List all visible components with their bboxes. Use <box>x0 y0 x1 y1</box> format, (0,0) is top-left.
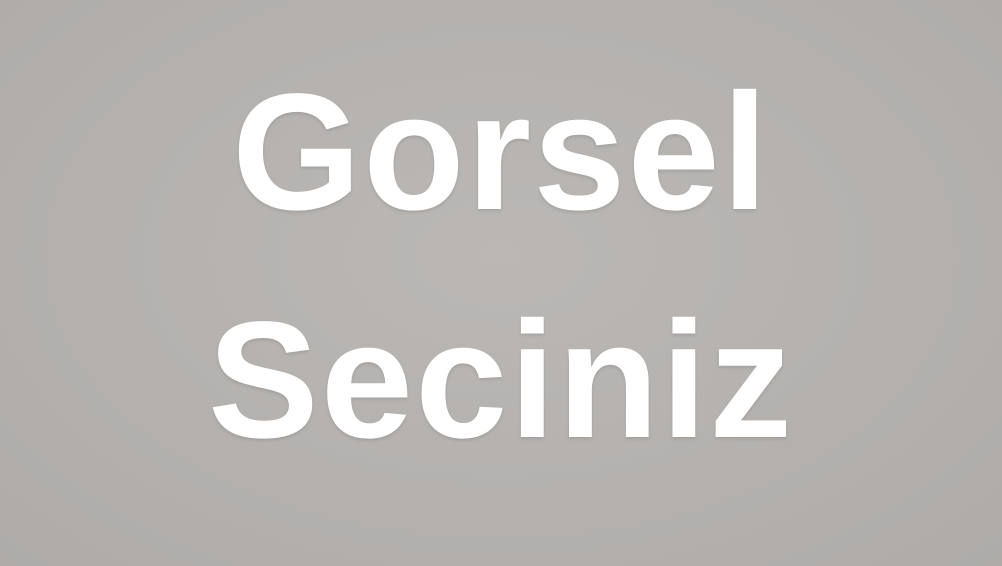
placeholder-title-line-2: Seciniz <box>207 288 794 473</box>
placeholder-title-line-1: Gorsel <box>232 60 770 245</box>
